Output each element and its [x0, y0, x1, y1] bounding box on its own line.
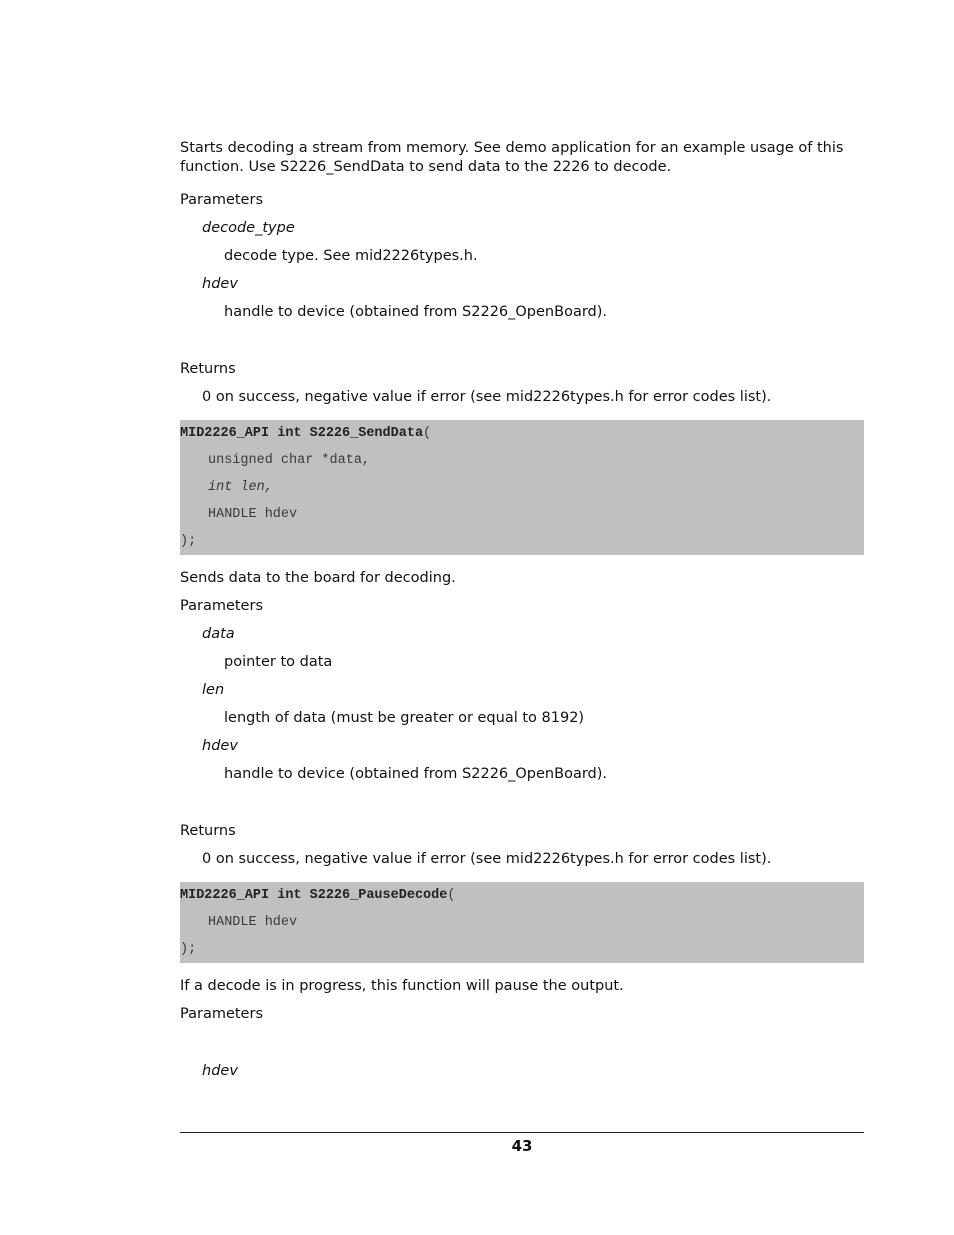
param-desc-len: length of data (must be greater or equal to 8192) [224, 710, 585, 726]
function-signature: MID2226_API int S2226_SendData [180, 426, 424, 441]
param-name-hdev: hdev [202, 276, 238, 292]
code-signature-line [180, 420, 864, 447]
close-paren: ); [180, 534, 197, 549]
close-paren: ); [180, 942, 197, 957]
footer-divider [180, 1132, 864, 1133]
param-desc-hdev: handle to device (obtained from S2226_OpenBoard). [224, 304, 608, 320]
code-block-pausedecode [180, 882, 864, 963]
param-desc-data: pointer to data [224, 654, 333, 670]
param-name-decode-type: decode_type [202, 220, 295, 236]
param-name-data: data [202, 626, 235, 642]
returns-desc: 0 on success, negative value if error (see mid2226types.h for error codes list). [202, 389, 772, 405]
open-paren: ( [423, 426, 432, 441]
page-number: 43 [511, 1137, 533, 1155]
code-signature-line [180, 882, 864, 909]
parameters-label: Parameters [180, 598, 263, 614]
intro-line-1: Starts decoding a stream from memory. See demo application for an example usage of this [180, 140, 844, 156]
function-signature: MID2226_API int S2226_PauseDecode [180, 888, 448, 903]
returns-desc: 0 on success, negative value if error (see mid2226types.h for error codes list). [202, 851, 772, 867]
param-name-len: len [202, 682, 225, 698]
returns-label: Returns [180, 361, 236, 377]
code-arg: HANDLE hdev [208, 507, 298, 522]
parameters-label: Parameters [180, 1006, 263, 1022]
document-body [180, 139, 864, 1085]
function-description: If a decode is in progress, this function will pause the output. [180, 978, 624, 994]
returns-label: Returns [180, 823, 236, 839]
code-arg: unsigned char *data, [208, 453, 371, 468]
open-paren: ( [447, 888, 456, 903]
param-name-hdev: hdev [202, 1063, 238, 1079]
param-name-hdev: hdev [202, 738, 238, 754]
function-description: Sends data to the board for decoding. [180, 570, 456, 586]
code-arg: HANDLE hdev [208, 915, 298, 930]
code-arg: int len, [208, 480, 273, 495]
param-desc-decode-type: decode type. See mid2226types.h. [224, 248, 478, 264]
param-desc-hdev: handle to device (obtained from S2226_OpenBoard). [224, 766, 608, 782]
parameters-label: Parameters [180, 192, 263, 208]
intro-line-2: function. Use S2226_SendData to send data to the 2226 to decode. [180, 159, 672, 175]
code-block-senddata [180, 420, 864, 555]
